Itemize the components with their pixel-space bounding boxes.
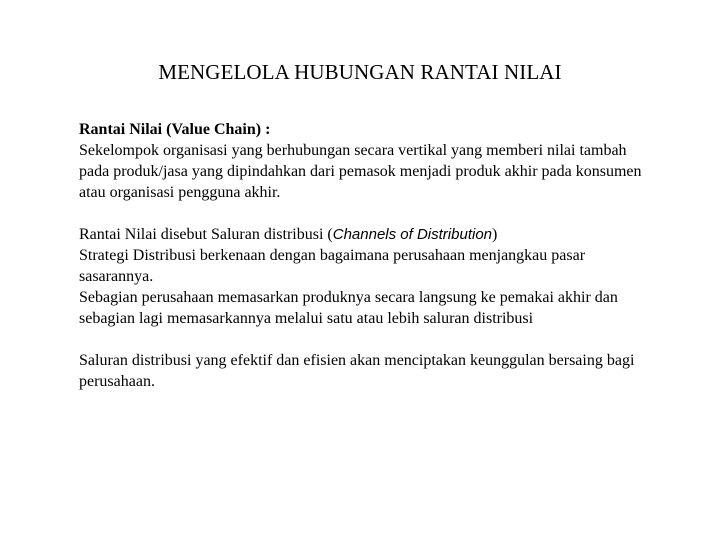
distribution-strategy-text: Strategi Distribusi berkenaan dengan bagaimana perusahaan menjangkau pasar sasarannya. <box>79 247 586 285</box>
spacer <box>79 329 649 350</box>
definition-heading: Rantai Nilai (Value Chain) : <box>79 121 271 138</box>
slide-body <box>79 119 649 392</box>
distribution-suffix: ) <box>492 226 498 243</box>
distribution-prefix: Rantai Nilai disebut Saluran distribusi ( <box>79 226 333 243</box>
distribution-channels-line <box>79 224 649 245</box>
slide-title: MENGELOLA HUBUNGAN RANTAI NILAI <box>158 60 562 84</box>
channels-of-distribution-term: Channels of Distribution <box>332 226 493 243</box>
spacer <box>79 203 649 224</box>
conclusion-text: Saluran distribusi yang efektif dan efisien akan menciptakan keunggulan bersaing bagi perusahaan. <box>79 352 635 390</box>
direct-marketing-text: Sebagian perusahaan memasarkan produknya secara langsung ke pemakai akhir dan sebagian lagi memasarkannya melalui satu atau lebih saluran distribusi <box>79 289 618 327</box>
definition-text: Sekelompok organisasi yang berhubungan secara vertikal yang memberi nilai tambah pada produk/jasa yang dipindahkan dari pemasok menjadi produk akhir pada konsumen atau organisasi pengguna akhir. <box>79 142 642 201</box>
